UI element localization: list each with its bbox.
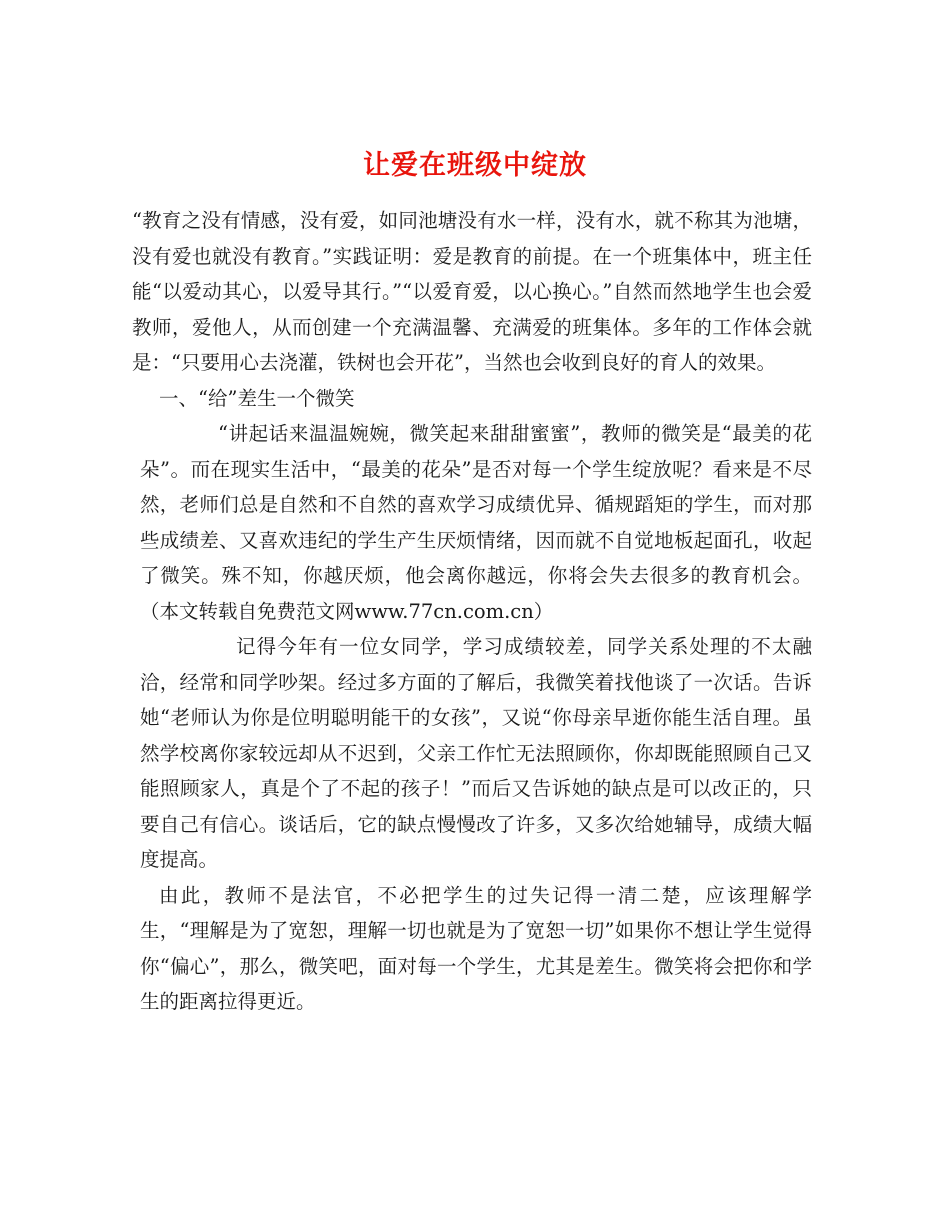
paragraph-intro: “教育之没有情感，没有爱，如同池塘没有水一样，没有水，就不称其为池塘，没有爱也就没有教育。”实践证明：爱是教育的前提。在一个班集体中，班主任能“以爱动其心，以爱导其行。”“以爱育爱，以心换心。”自然而然地学生也会爱教师，爱他人，从而创建一个充满温馨、充满爱的班集体。多年的工作体会就是：“只要用心去浇灌，铁树也会开花”，当然也会收到良好的育人的效果。: [132, 209, 812, 374]
paragraph-story: 记得今年有一位女同学，学习成绩较差，同学关系处理的不太融洽，经常和同学吵架。经过多方面的了解后，我微笑着找他谈了一次话。告诉她“老师认为你是位明聪明能干的女孩”，又说“你母亲早逝你能生活自理。虽然学校离你家较远却从不迟到，父亲工作忙无法照顾你，你却既能照顾自己又能照顾家人，真是个了不起的孩子！”而后又告诉她的缺点是可以改正的，只要自己有信心。谈话后，它的缺点慢慢改了许多，又多次给她辅导，成绩大幅度提高。: [140, 635, 812, 871]
paragraph-conclusion: 由此，教师不是法官，不必把学生的过失记得一清二楚，应该理解学生，“理解是为了宽恕，理解一切也就是为了宽恕一切”如果你不想让学生觉得你“偏心”，那么，微笑吧，面对每一个学生，尤其是差生。微笑将会把你和学生的距离拉得更近。: [140, 883, 812, 1013]
paragraph-smile: “讲起话来温温婉婉，微笑起来甜甜蜜蜜”，教师的微笑是“最美的花朵”。而在现实生活中，“最美的花朵”是否对每一个学生绽放呢？看来是不尽然，老师们总是自然和不自然的喜欢学习成绩优异、循规蹈矩的学生，而对那些成绩差、又喜欢违纪的学生产生厌烦情绪，因而就不自觉地板起面孔，收起了微笑。殊不知，你越厌烦，他会离你越远，你将会失去很多的教育机会。（本文转载自免费范文网www.77cn.com.cn）: [140, 422, 812, 623]
section-heading: 一、“给”差生一个微笑: [159, 386, 355, 410]
document-title: 让爱在班级中绽放: [363, 150, 587, 182]
document-body: [132, 203, 812, 1020]
